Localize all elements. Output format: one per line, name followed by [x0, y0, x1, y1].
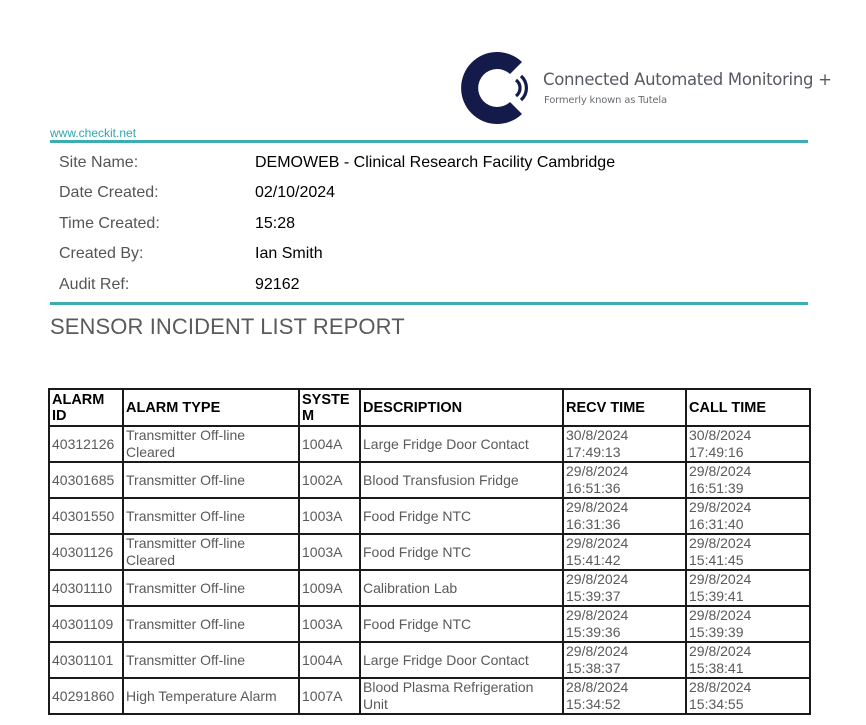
cell-system: 1004A — [299, 642, 360, 678]
cell-call-time: 29/8/2024 15:41:45 — [686, 534, 810, 570]
cell-call-time: 29/8/2024 15:39:41 — [686, 570, 810, 606]
col-header-description: DESCRIPTION — [360, 389, 563, 426]
cell-call-time: 29/8/2024 16:51:39 — [686, 462, 810, 498]
meta-value: DEMOWEB - Clinical Research Facility Cambridge — [255, 154, 616, 171]
header-divider — [50, 140, 808, 143]
cell-alarm-type: Transmitter Off-line — [123, 498, 299, 534]
cell-alarm-id: 40301685 — [49, 462, 123, 498]
cell-call-time: 29/8/2024 15:39:39 — [686, 606, 810, 642]
cell-alarm-id: 40301101 — [49, 642, 123, 678]
cell-system: 1004A — [299, 426, 360, 462]
table-row — [49, 498, 810, 534]
cell-system: 1009A — [299, 570, 360, 606]
cell-description: Food Fridge NTC — [360, 606, 563, 642]
col-header-alarm-id: ALARM ID — [49, 389, 123, 426]
cell-alarm-type: Transmitter Off-line — [123, 642, 299, 678]
cell-alarm-type: Transmitter Off-line — [123, 606, 299, 642]
col-header-call-time: CALL TIME — [686, 389, 810, 426]
table-header-row — [49, 389, 810, 426]
report-title: SENSOR INCIDENT LIST REPORT — [50, 314, 405, 339]
table-row — [49, 462, 810, 498]
cell-alarm-type: Transmitter Off-line — [123, 462, 299, 498]
meta-label: Time Created: — [59, 215, 160, 232]
cell-alarm-id: 40301126 — [49, 534, 123, 570]
cell-description: Large Fridge Door Contact — [360, 426, 563, 462]
table-row — [49, 642, 810, 678]
col-header-alarm-type: ALARM TYPE — [123, 389, 299, 426]
cell-system: 1002A — [299, 462, 360, 498]
cell-alarm-id: 40301550 — [49, 498, 123, 534]
meta-value: 15:28 — [255, 215, 296, 232]
brand-subtitle: Formerly known as Tutela — [544, 95, 667, 106]
cell-system: 1003A — [299, 498, 360, 534]
cell-recv-time: 29/8/2024 15:39:36 — [563, 606, 686, 642]
col-header-system: SYSTE M — [299, 389, 360, 426]
meta-label: Date Created: — [59, 184, 159, 201]
meta-divider — [50, 302, 808, 305]
brand-title: Connected Automated Monitoring + — [543, 70, 832, 89]
table-row — [49, 570, 810, 606]
cell-description: Calibration Lab — [360, 570, 563, 606]
table-row — [49, 534, 810, 570]
cell-description: Large Fridge Door Contact — [360, 642, 563, 678]
cell-recv-time: 29/8/2024 16:31:36 — [563, 498, 686, 534]
cell-system: 1007A — [299, 678, 360, 714]
cell-alarm-type: High Temperature Alarm — [123, 678, 299, 714]
cell-alarm-id: 40301109 — [49, 606, 123, 642]
cell-description: Blood Plasma Refrigeration Unit — [360, 678, 563, 714]
table-row — [49, 606, 810, 642]
cell-description: Blood Transfusion Fridge — [360, 462, 563, 498]
meta-label: Audit Ref: — [59, 276, 130, 293]
table-row — [49, 678, 810, 714]
table-row — [49, 426, 810, 462]
cell-recv-time: 29/8/2024 16:51:36 — [563, 462, 686, 498]
cell-recv-time: 29/8/2024 15:38:37 — [563, 642, 686, 678]
cell-alarm-type: Transmitter Off-line Cleared — [123, 426, 299, 462]
cell-call-time: 28/8/2024 15:34:55 — [686, 678, 810, 714]
website-link[interactable]: www.checkit.net — [50, 126, 137, 140]
cell-alarm-type: Transmitter Off-line Cleared — [123, 534, 299, 570]
meta-value: 92162 — [255, 276, 300, 293]
meta-value: 02/10/2024 — [255, 184, 336, 201]
cell-recv-time: 28/8/2024 15:34:52 — [563, 678, 686, 714]
cell-alarm-type: Transmitter Off-line — [123, 570, 299, 606]
meta-label: Site Name: — [59, 154, 139, 171]
cell-recv-time: 30/8/2024 17:49:13 — [563, 426, 686, 462]
checkit-logo-icon — [458, 46, 542, 130]
cell-description: Food Fridge NTC — [360, 534, 563, 570]
meta-value: Ian Smith — [255, 245, 323, 262]
incident-table — [48, 388, 811, 715]
cell-alarm-id: 40301110 — [49, 570, 123, 606]
cell-call-time: 29/8/2024 16:31:40 — [686, 498, 810, 534]
cell-recv-time: 29/8/2024 15:39:37 — [563, 570, 686, 606]
col-header-recv-time: RECV TIME — [563, 389, 686, 426]
cell-alarm-id: 40291860 — [49, 678, 123, 714]
cell-call-time: 30/8/2024 17:49:16 — [686, 426, 810, 462]
cell-alarm-id: 40312126 — [49, 426, 123, 462]
cell-description: Food Fridge NTC — [360, 498, 563, 534]
cell-recv-time: 29/8/2024 15:41:42 — [563, 534, 686, 570]
cell-call-time: 29/8/2024 15:38:41 — [686, 642, 810, 678]
cell-system: 1003A — [299, 534, 360, 570]
meta-label: Created By: — [59, 245, 144, 262]
cell-system: 1003A — [299, 606, 360, 642]
